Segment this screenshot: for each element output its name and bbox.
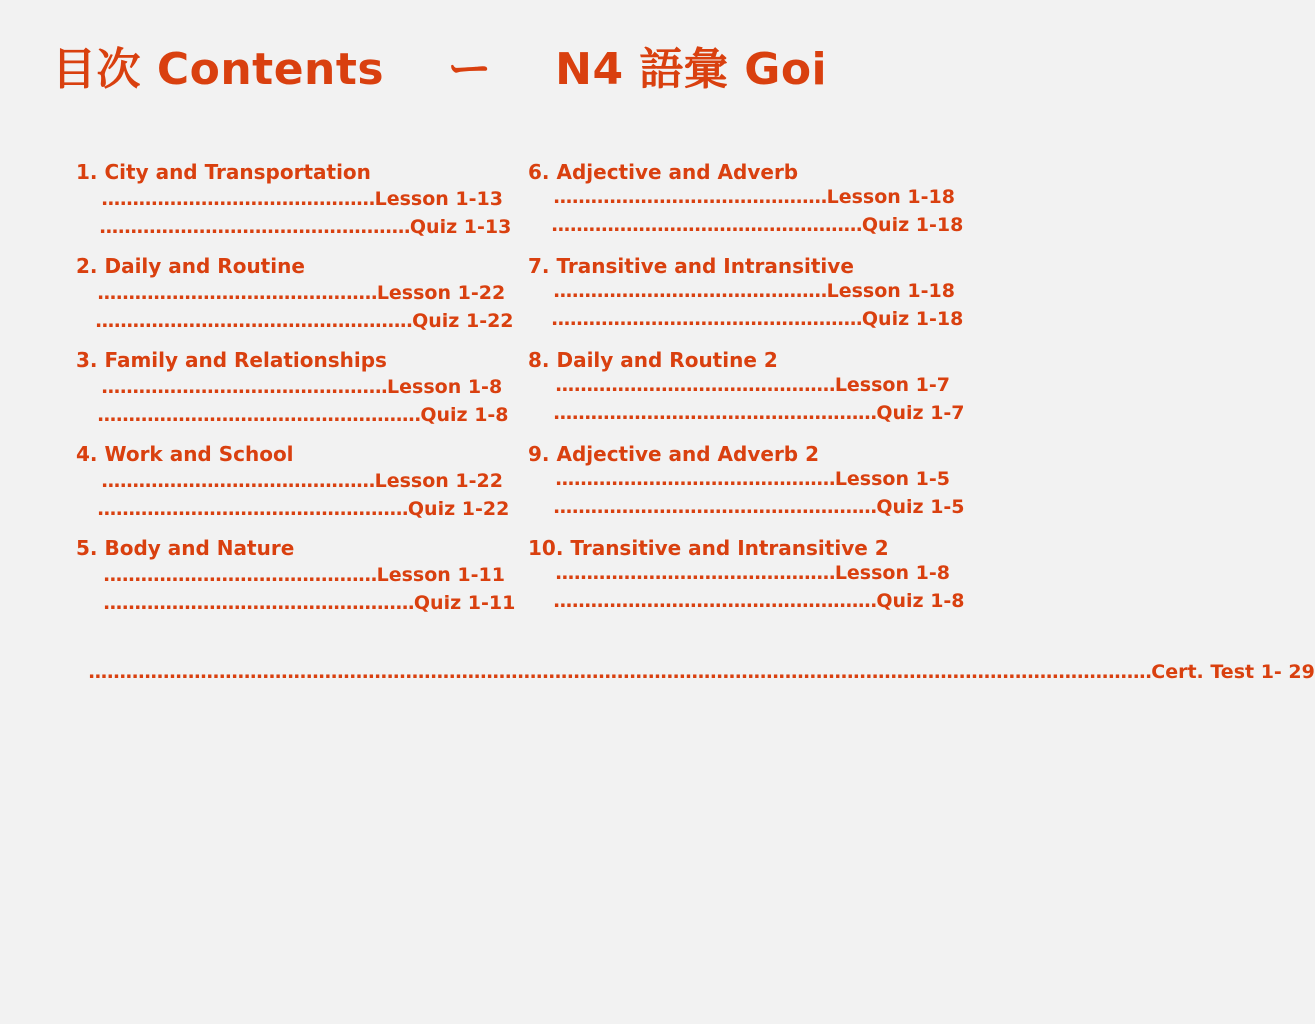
contents-column-left [76,158,516,628]
quiz-entry[interactable] [553,588,965,614]
lesson-entry[interactable] [553,184,955,210]
lesson-entry[interactable] [553,278,955,304]
toc-section [76,158,512,252]
quiz-entry[interactable] [551,306,963,332]
cert-test-entry[interactable] [88,658,1315,686]
leader-dots: ........................................................................................................................................................................... [88,661,1152,683]
section-heading[interactable]: 8. Daily and Routine 2 [528,348,778,372]
leader-dots: .................................................. [551,214,862,236]
lesson-entry[interactable] [101,186,503,212]
leader-dots: .................................................. [103,592,414,614]
leader-dots: .................................................. [97,498,408,520]
quiz-label: Quiz 1-22 [412,310,514,332]
leader-dots: .................................................... [553,590,877,612]
toc-section [76,346,509,440]
quiz-label: Quiz 1-18 [861,308,964,330]
lesson-entry[interactable] [103,562,505,588]
leader-dots: .................................................. [99,216,410,238]
lesson-entry[interactable] [555,466,950,492]
leader-dots: ............................................ [101,188,375,210]
lesson-label: Lesson 1-5 [834,468,950,490]
section-heading[interactable]: 9. Adjective and Adverb 2 [528,442,819,466]
section-heading[interactable]: 5. Body and Nature [76,536,295,560]
lesson-entry[interactable] [101,374,502,400]
leader-dots: ............................................ [553,186,827,208]
quiz-label: Quiz 1-11 [413,592,516,614]
section-heading[interactable]: 4. Work and School [76,442,294,466]
toc-section [528,158,964,252]
lesson-label: Lesson 1-22 [376,282,506,304]
leader-dots: .................................................... [553,496,877,518]
leader-dots: ............................................. [555,468,835,490]
toc-section [528,440,965,534]
leader-dots: ............................................ [101,470,375,492]
toc-section [528,534,965,628]
lesson-label: Lesson 1-13 [374,188,503,210]
toc-section [528,252,964,346]
cert-test-label: Cert. Test 1- 29 [1151,661,1315,683]
toc-section [76,440,510,534]
leader-dots: ............................................. [555,374,835,396]
lesson-label: Lesson 1-18 [826,280,955,302]
quiz-entry[interactable] [103,590,515,616]
section-heading[interactable]: 2. Daily and Routine [76,254,305,278]
lesson-label: Lesson 1-18 [826,186,955,208]
leader-dots: ............................................. [97,282,377,304]
lesson-entry[interactable] [555,372,950,398]
toc-section [528,346,965,440]
quiz-label: Quiz 1-7 [876,402,965,424]
lesson-entry[interactable] [97,280,505,306]
leader-dots: .................................................. [551,308,862,330]
leader-dots: ................................................... [95,310,413,332]
toc-section [76,252,514,346]
section-heading[interactable]: 6. Adjective and Adverb [528,160,799,184]
quiz-entry[interactable] [553,494,965,520]
section-heading[interactable]: 1. City and Transportation [76,160,371,184]
quiz-entry[interactable] [97,402,509,428]
quiz-label: Quiz 1-18 [861,214,964,236]
leader-dots: ............................................ [553,280,827,302]
section-heading[interactable]: 7. Transitive and Intransitive [528,254,854,278]
leader-dots: .................................................... [97,404,421,426]
leader-dots: ............................................ [103,564,377,586]
leader-dots: ............................................. [555,562,835,584]
quiz-label: Quiz 1-5 [876,496,965,518]
lesson-label: Lesson 1-11 [376,564,505,586]
lesson-entry[interactable] [555,560,950,586]
quiz-entry[interactable] [97,496,509,522]
section-heading[interactable]: 10. Transitive and Intransitive 2 [528,536,889,560]
leader-dots: .................................................... [553,402,877,424]
lesson-label: Lesson 1-8 [834,562,950,584]
lesson-label: Lesson 1-7 [834,374,950,396]
toc-section [76,534,516,628]
quiz-entry[interactable] [551,212,963,238]
quiz-label: Quiz 1-8 [420,404,509,426]
lesson-label: Lesson 1-8 [387,376,503,398]
section-heading[interactable]: 3. Family and Relationships [76,348,387,372]
quiz-label: Quiz 1-13 [409,216,512,238]
page-title: 目次 Contents ー N4 語彙 Goi [52,44,828,95]
quiz-label: Quiz 1-22 [407,498,510,520]
lesson-label: Lesson 1-22 [374,470,503,492]
quiz-entry[interactable] [99,214,511,240]
lesson-entry[interactable] [101,468,503,494]
quiz-entry[interactable] [553,400,965,426]
quiz-entry[interactable] [95,308,514,334]
leader-dots: .............................................. [101,376,388,398]
quiz-label: Quiz 1-8 [876,590,965,612]
contents-column-right [528,158,965,628]
